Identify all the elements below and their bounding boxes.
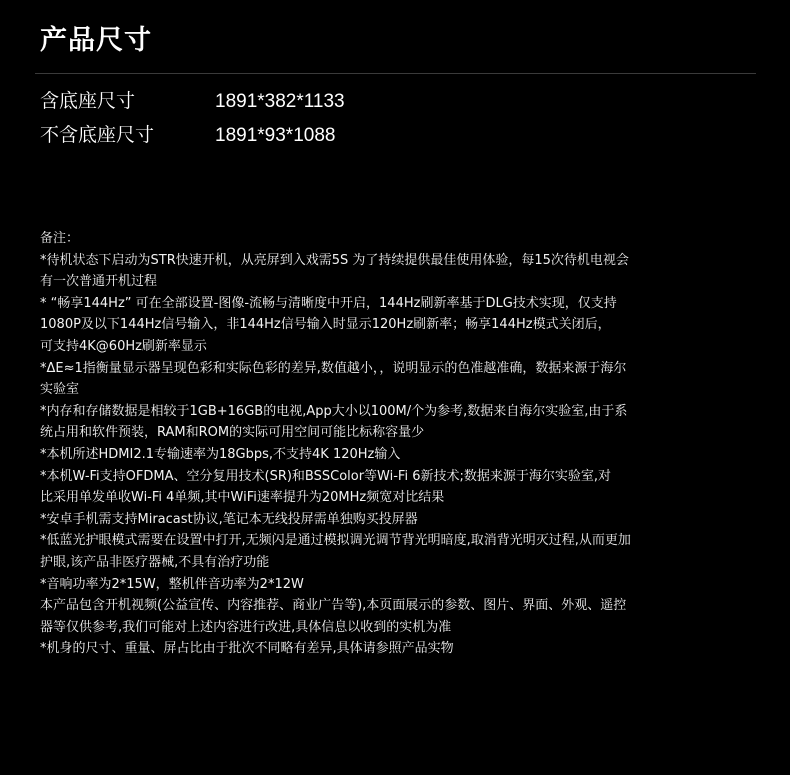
note-line: 护眼,该产品非医疗器械,不具有治疗功能 — [40, 554, 270, 570]
title-divider — [35, 73, 756, 74]
note-line: *安卓手机需支持Miracast协议,笔记本无线投屏需单独购买投屏器 — [40, 511, 418, 527]
note-line: 器等仅供参考,我们可能对上述内容进行改进,具体信息以收到的实机为准 — [40, 619, 452, 635]
note-line: 比采用单发单收Wi-Fi 4单频,其中WiFi速率提升为20MHz频宽对比结果 — [40, 490, 445, 506]
note-line: *机身的尺寸、重量、屏占比由于批次不同略有差异,具体请参照产品实物 — [40, 641, 454, 657]
note-line: * “畅享144Hz” 可在全部设置-图像-流畅与清晰度中开启，144Hz刷新率基于DLG技术实现，仅支持 — [40, 295, 617, 311]
notes-heading: 备注： — [40, 231, 80, 246]
note-line: *本机W-Fi支持OFDMA、空分复用技术(SR)和BSSColor等Wi-Fi 6新技术;数据来源于海尔实验室,对 — [40, 468, 611, 484]
note-line: 有一次普通开机过程 — [40, 274, 158, 290]
note-line: 本产品包含开机视频(公益宣传、内容推荐、商业广告等),本页面展示的参数、图片、界面、外观、遥控 — [40, 598, 627, 614]
spec-label: 不含底座尺寸 — [40, 124, 155, 146]
note-line: *音响功率为2*15W，整机伴音功率为2*12W — [40, 576, 304, 592]
note-line: 实验室 — [40, 382, 80, 398]
note-line: 可支持4K@60Hz刷新率显示 — [40, 338, 207, 354]
page-title: 产品尺寸 — [40, 25, 152, 56]
spec-value: 1891*93*1088 — [215, 125, 336, 146]
spec-row-with-stand — [40, 86, 345, 116]
note-line: *内存和存储数据是相较于1GB+16GB的电视,App大小以100M/个为参考,数据来自海尔实验室,由于系 — [40, 403, 628, 419]
notes-section — [40, 228, 755, 660]
note-line: *低蓝光护眼模式需要在设置中打开,无频闪是通过模拟调光调节背光明暗度,取消背光明灭过程,从而更加 — [40, 533, 631, 549]
note-line: 统占用和软件预装，RAM和ROM的实际可用空间可能比标称容量少 — [40, 425, 425, 441]
note-line: 1080P及以下144Hz信号输入，非144Hz信号输入时显示120Hz刷新率；畅享144Hz模式关闭后， — [40, 317, 611, 333]
spec-row-without-stand — [40, 120, 335, 150]
note-line: *本机所述HDMI2.1专输速率为18Gbps,不支持4K 120Hz输入 — [40, 446, 401, 462]
spec-label: 含底座尺寸 — [40, 90, 136, 112]
note-line: *ΔE≈1指衡量显示器呈现色彩和实际色彩的差异,数值越小，，说明显示的色准越准确，数据来源于海尔 — [40, 360, 627, 376]
spec-value: 1891*382*1133 — [215, 91, 345, 112]
note-line: *待机状态下启动为STR快速开机，从亮屏到入戏需5S 为了持续提供最佳使用体验，每15次待机电视会 — [40, 252, 629, 268]
